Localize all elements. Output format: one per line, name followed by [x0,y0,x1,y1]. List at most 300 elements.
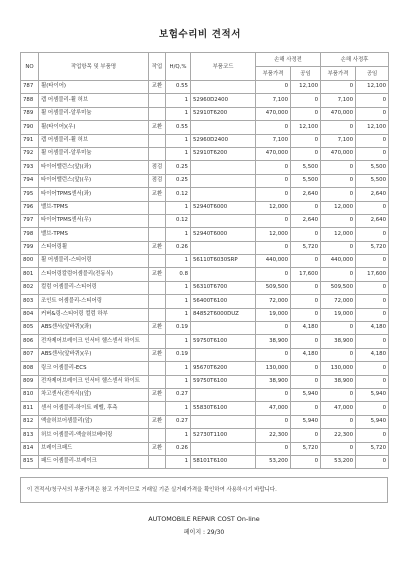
cell-work-type: 교환 [149,188,166,201]
cell-hq: 0.12 [166,188,191,201]
cell-hq: 1 [166,335,191,348]
cell-item-name: 허브 어셈블리-액슬허브베어링 [39,429,149,442]
cell-hq: 1 [166,402,191,415]
cell-item-name: 패드 어셈블리-브레이크 [39,455,149,468]
cell-item-name: 휠(타이어) [39,81,149,94]
cell-item-name: 타이어TPMS센서(우) [39,214,149,227]
header-no: NO [21,53,39,81]
cell-after-part-price: 0 [321,241,356,254]
cell-after-labor: 0 [356,375,389,388]
cell-work-type: 교환 [149,81,166,94]
cell-after-labor: 12,100 [356,81,389,94]
cell-after-part-price: 0 [321,188,356,201]
cell-before-part-price: 0 [256,161,291,174]
cell-before-labor: 0 [291,362,321,375]
cell-no: 788 [21,94,39,107]
cell-after-labor: 2,640 [356,188,389,201]
cell-no: 809 [21,375,39,388]
table-row [21,295,389,308]
price-disclaimer-note: 이 견적서/청구서의 부품가격은 참고 가격이므로 거래일 기준 실거래가격을 확인하여 사용하시기 바랍니다. [20,477,388,503]
cell-before-part-price: 19,000 [256,308,291,321]
cell-work-type [149,308,166,321]
header-work: 작업 [149,53,166,81]
cell-work-type: 교환 [149,415,166,428]
table-body [21,81,389,469]
cell-part-code: 56400T6100 [191,295,256,308]
cell-after-part-price: 0 [321,442,356,455]
cell-part-code [191,241,256,254]
cell-no: 815 [21,455,39,468]
cell-before-part-price: 470,000 [256,147,291,160]
cell-after-part-price: 0 [321,322,356,335]
cell-part-code [191,81,256,94]
cell-after-labor: 0 [356,147,389,160]
cell-after-part-price: 12,000 [321,228,356,241]
cell-before-labor: 12,100 [291,81,321,94]
header-item: 작업항목 및 부품명 [39,53,149,81]
cell-no: 806 [21,335,39,348]
cell-before-part-price: 38,900 [256,335,291,348]
cell-before-labor: 0 [291,429,321,442]
cell-before-labor: 5,500 [291,174,321,187]
table-row [21,94,389,107]
cell-item-name: 휠 어셈블리-알루미늄 [39,147,149,160]
cell-no: 793 [21,161,39,174]
cell-before-labor: 0 [291,201,321,214]
table-row [21,362,389,375]
cell-no: 803 [21,295,39,308]
cell-hq: 0.27 [166,415,191,428]
cell-item-name: 밸브-TPMS [39,228,149,241]
cell-after-part-price: 509,500 [321,281,356,294]
cell-after-part-price: 47,000 [321,402,356,415]
cell-before-labor: 0 [291,107,321,120]
cell-before-part-price: 0 [256,322,291,335]
cell-item-name: 캡 어셈블리-휠 허브 [39,94,149,107]
table-row [21,375,389,388]
cell-work-type: 교환 [149,268,166,281]
cell-before-part-price: 0 [256,174,291,187]
cell-no: 813 [21,429,39,442]
cell-before-part-price: 0 [256,268,291,281]
cell-after-labor: 0 [356,107,389,120]
cell-after-part-price: 19,000 [321,308,356,321]
cell-part-code [191,214,256,227]
cell-work-type [149,107,166,120]
table-header [21,53,389,81]
cell-before-part-price: 0 [256,241,291,254]
cell-hq: 1 [166,375,191,388]
cell-before-part-price: 22,300 [256,429,291,442]
cell-after-part-price: 38,900 [321,335,356,348]
cell-before-labor: 0 [291,147,321,160]
cell-before-labor: 0 [291,134,321,147]
cell-after-labor: 4,180 [356,322,389,335]
cell-after-labor: 0 [356,308,389,321]
cell-after-labor: 0 [356,335,389,348]
cell-after-part-price: 0 [321,121,356,134]
cell-no: 792 [21,147,39,160]
cell-work-type [149,362,166,375]
table-row [21,268,389,281]
table-row [21,228,389,241]
cell-after-labor: 0 [356,455,389,468]
table-row [21,335,389,348]
cell-item-name: 브레이크패드 [39,442,149,455]
cell-no: 795 [21,188,39,201]
cell-before-labor: 5,720 [291,442,321,455]
cell-part-code [191,174,256,187]
cell-part-code [191,442,256,455]
cell-before-labor: 0 [291,255,321,268]
estimate-table [20,52,389,469]
table-row [21,388,389,401]
cell-part-code: 52910T6200 [191,107,256,120]
cell-work-type [149,402,166,415]
cell-item-name: ABS센서(앞바퀴)(좌) [39,322,149,335]
cell-after-labor: 12,100 [356,121,389,134]
cell-item-name: 컬럼 어셈블리-스티어링 [39,281,149,294]
cell-hq: 1 [166,228,191,241]
cell-work-type [149,134,166,147]
cell-before-part-price: 38,900 [256,375,291,388]
cell-part-code: 52940T6000 [191,228,256,241]
cell-part-code: 58101T6100 [191,455,256,468]
cell-after-part-price: 0 [321,348,356,361]
cell-item-name: 커버&링-스티어링 컬럼 하부 [39,308,149,321]
cell-after-labor: 5,500 [356,174,389,187]
cell-item-name: 센서 어셈블리-하이트 레벨, 후측 [39,402,149,415]
cell-item-name: 휠 어셈블리-스티어링 [39,255,149,268]
header-before-labor: 공임 [291,67,321,81]
cell-hq: 0.19 [166,348,191,361]
cell-part-code [191,161,256,174]
cell-after-labor: 0 [356,295,389,308]
cell-no: 805 [21,322,39,335]
cell-item-name: 스티어링휠 [39,241,149,254]
cell-after-labor: 0 [356,134,389,147]
cell-no: 794 [21,174,39,187]
header-row-top [21,53,389,67]
cell-part-code: 56110T6030SRP [191,255,256,268]
cell-after-part-price: 130,000 [321,362,356,375]
document-title: 보험수리비 견적서 [158,29,242,40]
cell-after-labor: 0 [356,201,389,214]
cell-hq: 1 [166,255,191,268]
header-after-assessment: 손해 사정후 [321,53,389,67]
cell-part-code [191,121,256,134]
cell-part-code: 52730T1100 [191,429,256,442]
cell-item-name: 휠 어셈블리-알루미늄 [39,107,149,120]
cell-hq: 1 [166,308,191,321]
cell-part-code [191,188,256,201]
cell-hq: 0.26 [166,442,191,455]
cell-work-type [149,295,166,308]
cell-before-labor: 0 [291,228,321,241]
cell-after-labor: 5,720 [356,241,389,254]
cell-no: 787 [21,81,39,94]
table-row [21,81,389,94]
cell-after-labor: 5,720 [356,442,389,455]
cell-work-type [149,147,166,160]
cell-no: 796 [21,201,39,214]
cell-part-code [191,322,256,335]
cell-before-labor: 17,600 [291,268,321,281]
cell-no: 800 [21,255,39,268]
cell-work-type: 교환 [149,348,166,361]
cell-after-part-price: 72,000 [321,295,356,308]
cell-before-part-price: 7,100 [256,134,291,147]
table-row [21,322,389,335]
cell-work-type [149,375,166,388]
cell-work-type: 교환 [149,442,166,455]
cell-after-part-price: 0 [321,388,356,401]
cell-before-part-price: 53,200 [256,455,291,468]
cell-after-part-price: 440,000 [321,255,356,268]
page-number: 페이지 : 29/30 [183,529,225,537]
cell-after-part-price: 53,200 [321,455,356,468]
cell-after-part-price: 470,000 [321,147,356,160]
cell-work-type: 교환 [149,322,166,335]
cell-hq: 0.25 [166,161,191,174]
cell-work-type [149,455,166,468]
cell-hq: 1 [166,295,191,308]
cell-before-part-price: 0 [256,348,291,361]
cell-after-part-price: 7,100 [321,134,356,147]
cell-no: 791 [21,134,39,147]
table-row [21,281,389,294]
cell-before-part-price: 509,500 [256,281,291,294]
cell-before-labor: 0 [291,308,321,321]
cell-hq: 1 [166,429,191,442]
cell-item-name: 밸브-TPMS [39,201,149,214]
cell-part-code: 56310T6700 [191,281,256,294]
cell-item-name: 차고센서(전자식)(앞) [39,388,149,401]
header-hq: H/Q,% [166,53,191,81]
cell-no: 790 [21,121,39,134]
cell-item-name: 전자제어브레이크 인서터 헬스센서 하이트 [39,375,149,388]
cell-before-labor: 2,640 [291,188,321,201]
cell-item-name: ABS센서(앞바퀴)(우) [39,348,149,361]
cell-after-part-price: 7,100 [321,94,356,107]
table-row [21,415,389,428]
table-row [21,107,389,120]
cell-before-labor: 0 [291,375,321,388]
table-row [21,161,389,174]
cell-before-part-price: 0 [256,121,291,134]
cell-hq: 0.26 [166,241,191,254]
cell-after-labor: 17,600 [356,268,389,281]
cell-hq: 1 [166,94,191,107]
cell-no: 810 [21,388,39,401]
cell-part-code: 55830T6100 [191,402,256,415]
cell-after-labor: 0 [356,429,389,442]
cell-before-labor: 12,100 [291,121,321,134]
cell-part-code [191,268,256,281]
cell-work-type: 교환 [149,241,166,254]
cell-no: 801 [21,268,39,281]
cell-part-code: 59750T6100 [191,335,256,348]
cell-hq: 0.8 [166,268,191,281]
cell-hq: 1 [166,147,191,160]
cell-item-name: 타이어TPMS센서(좌) [39,188,149,201]
cell-before-part-price: 7,100 [256,94,291,107]
cell-hq: 0.19 [166,322,191,335]
cell-after-labor: 0 [356,94,389,107]
cell-hq: 1 [166,455,191,468]
table-row [21,429,389,442]
cell-before-labor: 5,940 [291,415,321,428]
cell-no: 799 [21,241,39,254]
table-row [21,121,389,134]
cell-before-labor: 5,500 [291,161,321,174]
cell-after-part-price: 22,300 [321,429,356,442]
cell-after-labor: 0 [356,362,389,375]
cell-no: 802 [21,281,39,294]
cell-after-part-price: 12,000 [321,201,356,214]
header-after-part-price: 부품가격 [321,67,356,81]
table-row [21,402,389,415]
cell-part-code: 84852T6000DUZ [191,308,256,321]
cell-after-labor: 0 [356,281,389,294]
cell-work-type: 점검 [149,174,166,187]
cell-before-part-price: 72,000 [256,295,291,308]
cell-work-type [149,228,166,241]
cell-work-type [149,429,166,442]
cell-hq: 1 [166,362,191,375]
cell-before-labor: 4,180 [291,322,321,335]
cell-before-part-price: 0 [256,442,291,455]
cell-after-labor: 5,500 [356,161,389,174]
cell-part-code: 52960D2400 [191,94,256,107]
cell-before-part-price: 0 [256,188,291,201]
cell-before-part-price: 47,000 [256,402,291,415]
cell-after-labor: 0 [356,228,389,241]
cell-no: 814 [21,442,39,455]
cell-after-labor: 5,940 [356,415,389,428]
cell-before-labor: 0 [291,335,321,348]
cell-after-part-price: 0 [321,214,356,227]
cell-hq: 1 [166,281,191,294]
cell-hq: 0.55 [166,121,191,134]
cell-no: 798 [21,228,39,241]
cell-work-type [149,281,166,294]
cell-after-part-price: 0 [321,174,356,187]
cell-item-name: 조인트 어셈블리-스티어링 [39,295,149,308]
cell-item-name: 휠(타이어)(우) [39,121,149,134]
cell-item-name: 액슬허브어셈블리(앞) [39,415,149,428]
cell-before-part-price: 12,000 [256,201,291,214]
cell-before-labor: 5,720 [291,241,321,254]
cell-hq: 1 [166,134,191,147]
cell-hq: 1 [166,201,191,214]
cell-no: 797 [21,214,39,227]
cell-work-type: 교환 [149,121,166,134]
table-row [21,174,389,187]
cell-item-name: 전자제어브레이크 인서터 헬스센서 하이트 [39,335,149,348]
cell-before-part-price: 440,000 [256,255,291,268]
cell-no: 804 [21,308,39,321]
cell-work-type: 점검 [149,161,166,174]
cell-work-type [149,94,166,107]
table-row [21,308,389,321]
header-code: 부품코드 [191,53,256,81]
cell-no: 789 [21,107,39,120]
cell-hq: 0.25 [166,174,191,187]
cell-after-labor: 0 [356,402,389,415]
cell-work-type [149,335,166,348]
cell-before-part-price: 0 [256,214,291,227]
cell-after-part-price: 0 [321,268,356,281]
cell-hq: 0.55 [166,81,191,94]
cell-before-labor: 0 [291,402,321,415]
header-before-assessment: 손해 사정전 [256,53,321,67]
cell-part-code: 95670T6200 [191,362,256,375]
cell-part-code: 52960D2400 [191,134,256,147]
cell-before-part-price: 0 [256,415,291,428]
table-row [21,214,389,227]
table-row [21,147,389,160]
cell-hq: 0.27 [166,388,191,401]
table-row [21,348,389,361]
header-after-labor: 공임 [356,67,389,81]
cell-before-labor: 4,180 [291,348,321,361]
cell-work-type [149,214,166,227]
cell-part-code [191,388,256,401]
cell-after-part-price: 0 [321,161,356,174]
cell-after-labor: 4,180 [356,348,389,361]
table-row [21,442,389,455]
cell-before-part-price: 130,000 [256,362,291,375]
table-row [21,201,389,214]
cell-before-labor: 0 [291,455,321,468]
cell-hq: 0.12 [166,214,191,227]
cell-after-part-price: 38,900 [321,375,356,388]
cell-before-part-price: 470,000 [256,107,291,120]
cell-part-code [191,348,256,361]
cell-item-name: 타이어밸런스(앞)(좌) [39,161,149,174]
table-row [21,255,389,268]
table-row [21,188,389,201]
cell-work-type: 교환 [149,388,166,401]
cell-before-labor: 0 [291,295,321,308]
cell-no: 807 [21,348,39,361]
cell-work-type [149,201,166,214]
cell-part-code: 59750T6100 [191,375,256,388]
cell-before-labor: 0 [291,94,321,107]
cell-item-name: 링크 어셈블리-ECS [39,362,149,375]
cell-hq: 1 [166,107,191,120]
table-row [21,134,389,147]
table-row [21,455,389,468]
cell-no: 808 [21,362,39,375]
cell-before-labor: 5,940 [291,388,321,401]
cell-item-name: 캡 어셈블리-휠 허브 [39,134,149,147]
cell-no: 812 [21,415,39,428]
cell-no: 811 [21,402,39,415]
cell-part-code: 52910T6200 [191,147,256,160]
cell-after-part-price: 0 [321,81,356,94]
cell-before-part-price: 0 [256,81,291,94]
cell-after-labor: 2,640 [356,214,389,227]
cell-after-part-price: 0 [321,415,356,428]
cell-part-code [191,415,256,428]
cell-after-labor: 5,940 [356,388,389,401]
cell-before-part-price: 12,000 [256,228,291,241]
footer-brand: AUTOMOBILE REPAIR COST On-line [148,515,260,524]
cell-item-name: 타이어밸런스(앞)(우) [39,174,149,187]
cell-work-type [149,255,166,268]
